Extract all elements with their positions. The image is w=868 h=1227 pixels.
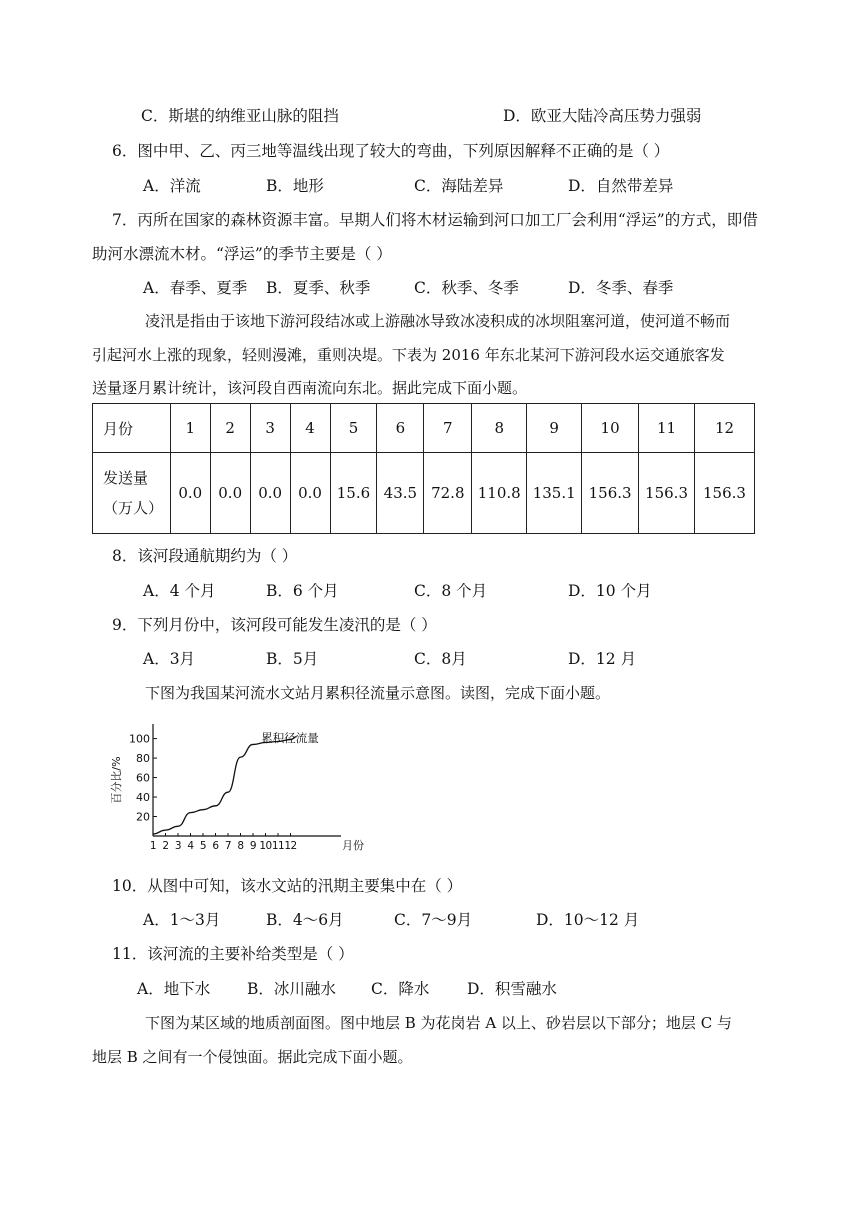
table-cell-month: 9 — [527, 404, 582, 453]
table-cell-month: 5 — [330, 404, 377, 453]
x-tick-label: 8 — [237, 840, 244, 852]
q11-option-b: B．冰川融水 — [247, 980, 336, 998]
volume-label-line2: （万人） — [103, 499, 164, 517]
q10-option-b: B．4～6月 — [266, 911, 344, 929]
volume-label-line1: 发送量 — [103, 469, 149, 487]
q11-option-a: A．地下水 — [137, 980, 211, 998]
passage-1-line2: 引起河水上涨的现象，轻则漫滩，重则决堤。下表为 2016 年东北某河下游河段水运交通旅客发 — [92, 346, 725, 364]
table-header-month: 月份 — [93, 404, 171, 453]
q9-option-d: D．12 月 — [568, 650, 637, 668]
table-cell-month: 10 — [582, 404, 639, 453]
q7-option-a: A．春季、夏季 — [143, 279, 248, 297]
passenger-volume-table — [92, 403, 755, 534]
x-tick-label: 4 — [187, 840, 194, 852]
x-tick-label: 2 — [162, 840, 169, 852]
y-tick-label: 40 — [136, 791, 150, 805]
question-10-stem: 10．从图中可知，该水文站的汛期主要集中在（ ） — [112, 877, 463, 895]
q9-option-a: A．3月 — [143, 650, 196, 668]
table-cell-value: 0.0 — [250, 453, 290, 534]
table-cell-value: 15.6 — [330, 453, 377, 534]
q6-option-a: A．洋流 — [143, 177, 201, 195]
q11-option-c: C．降水 — [371, 980, 430, 998]
y-tick-label: 20 — [136, 810, 150, 824]
table-cell-value: 0.0 — [290, 453, 330, 534]
table-row — [93, 404, 755, 453]
x-axis-label: 月份 — [342, 839, 364, 852]
x-tick-label: 3 — [174, 840, 182, 852]
passage-3-line1: 下图为某区域的地质剖面图。图中地层 B 为花岗岩 A 以上、砂岩层以下部分；地层 C 与 — [145, 1014, 732, 1032]
q10-option-d: D．10～12 月 — [536, 911, 640, 929]
cumulative-runoff-chart — [108, 716, 364, 858]
table-cell-value: 135.1 — [527, 453, 582, 534]
question-7-stem-line1: 7．丙所在国家的森林资源丰富。早期人们将木材运输到河口加工厂会利用“浮运”的方式，即借 — [112, 211, 758, 229]
q5-option-c: C．斯堪的纳维亚山脉的阻挡 — [141, 107, 339, 125]
table-cell-value: 0.0 — [170, 453, 210, 534]
q8-option-b: B．6 个月 — [266, 582, 339, 600]
q7-option-d: D．冬季、春季 — [568, 279, 674, 297]
cumulative-runoff-line — [153, 737, 297, 834]
table-cell-value: 156.3 — [695, 453, 755, 534]
table-cell-month: 6 — [377, 404, 424, 453]
table-cell-month: 1 — [170, 404, 210, 453]
x-tick-label: 1 — [149, 840, 157, 852]
table-cell-month: 11 — [639, 404, 695, 453]
x-tick-label: 6 — [212, 840, 219, 852]
question-11-stem: 11．该河流的主要补给类型是（ ） — [112, 945, 354, 963]
y-axis-label: 百分比/% — [110, 756, 123, 804]
table-cell-month: 7 — [424, 404, 472, 453]
q10-option-c: C．7～9月 — [394, 911, 473, 929]
x-tick-label: 11 — [271, 840, 285, 852]
table-cell-month: 3 — [250, 404, 290, 453]
y-tick-label: 100 — [129, 732, 150, 746]
y-tick-label: 80 — [136, 752, 150, 766]
table-cell-month: 8 — [472, 404, 527, 453]
q6-option-d: D．自然带差异 — [568, 177, 674, 195]
question-8-stem: 8．该河段通航期约为（ ） — [112, 547, 298, 565]
x-tick-label: 7 — [224, 840, 232, 852]
question-9-stem: 9．下列月份中，该河段可能发生凌汛的是（ ） — [112, 616, 437, 634]
table-cell-month: 2 — [210, 404, 250, 453]
table-cell-value: 72.8 — [424, 453, 472, 534]
question-6-stem: 6．图中甲、乙、丙三地等温线出现了较大的弯曲，下列原因解释不正确的是（ ） — [112, 142, 670, 160]
q8-option-d: D．10 个月 — [568, 582, 652, 600]
x-tick-label: 9 — [249, 840, 257, 852]
passage-1-line1: 凌汛是指由于该地下游河段结冰或上游融冰导致冰凌积成的冰坝阻塞河道，使河道不畅而 — [145, 312, 731, 330]
table-cell-value: 43.5 — [377, 453, 424, 534]
question-7-stem-line2: 助河水漂流木材。“浮运”的季节主要是（ ） — [92, 245, 392, 263]
table-row — [93, 453, 755, 534]
table-cell-value: 156.3 — [639, 453, 695, 534]
q6-option-b: B．地形 — [266, 177, 324, 195]
q7-option-b: B．夏季、秋季 — [266, 279, 371, 297]
table-cell-value: 0.0 — [210, 453, 250, 534]
table-cell-month: 12 — [695, 404, 755, 453]
q9-option-b: B．5月 — [266, 650, 319, 668]
passage-1-line3: 送量逐月累计统计，该河段自西南流向东北。据此完成下面小题。 — [92, 379, 528, 397]
table-header-volume — [93, 453, 171, 534]
q8-option-c: C．8 个月 — [414, 582, 488, 600]
passage-2: 下图为我国某河流水文站月累积径流量示意图。读图，完成下面小题。 — [145, 684, 611, 702]
q8-option-a: A．4 个月 — [143, 582, 216, 600]
table-cell-month: 4 — [290, 404, 330, 453]
q6-option-c: C．海陆差异 — [414, 177, 504, 195]
passage-3-line2: 地层 B 之间有一个侵蚀面。据此完成下面小题。 — [92, 1048, 413, 1066]
y-tick-label: 60 — [136, 771, 150, 785]
q9-option-c: C．8月 — [414, 650, 467, 668]
x-tick-label: 12 — [284, 840, 297, 852]
x-tick-label: 5 — [199, 840, 207, 852]
x-tick-label: 10 — [259, 840, 272, 852]
series-label: 累积径流量 — [261, 731, 319, 745]
table-cell-value: 110.8 — [472, 453, 527, 534]
q10-option-a: A．1～3月 — [143, 911, 221, 929]
table-cell-value: 156.3 — [582, 453, 639, 534]
q7-option-c: C．秋季、冬季 — [414, 279, 519, 297]
q5-option-d: D．欧亚大陆冷高压势力强弱 — [503, 107, 702, 125]
q11-option-d: D．积雪融水 — [467, 980, 557, 998]
